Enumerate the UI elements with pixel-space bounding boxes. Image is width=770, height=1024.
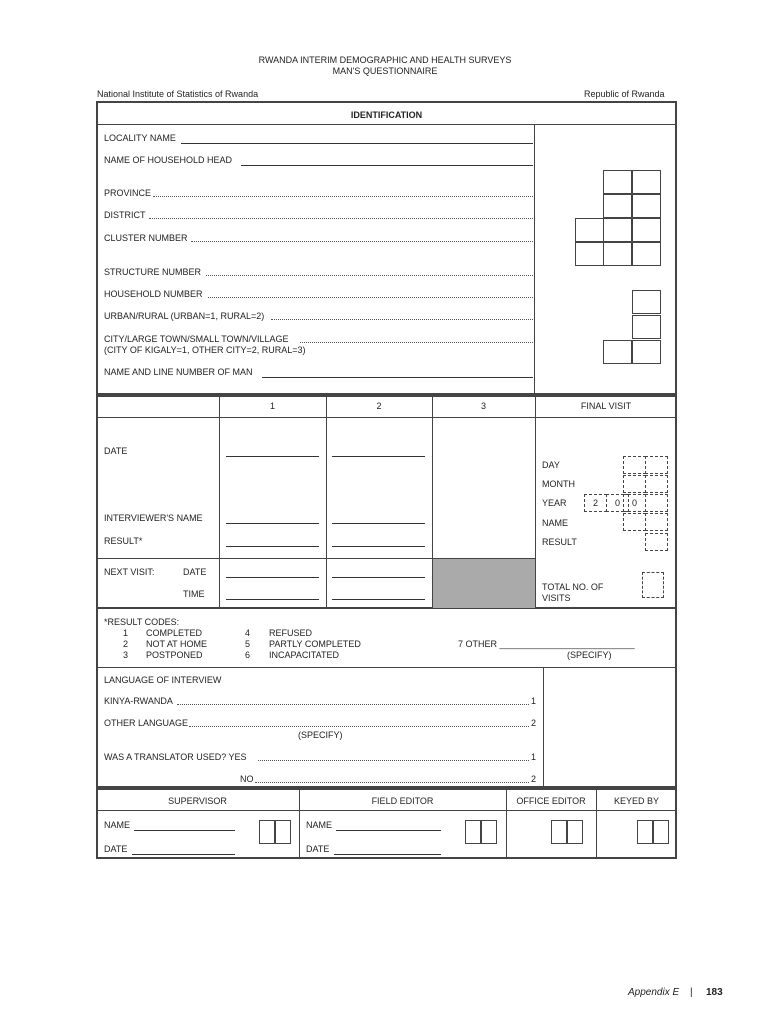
total-visits-box[interactable] [642,572,664,598]
final-result-box[interactable] [645,533,668,551]
code-5-label: PARTLY COMPLETED [269,639,361,649]
code-2-label: NOT AT HOME [146,639,208,649]
district-box-2[interactable] [632,194,661,218]
identification-heading: IDENTIFICATION [350,110,423,120]
final-result-label: RESULT [542,537,577,547]
supervisor-name-field[interactable] [134,830,235,831]
year-box-1[interactable] [584,494,607,512]
visit-1-next-time[interactable] [226,599,319,600]
man-name-field[interactable] [262,377,533,378]
code-4-label: REFUSED [269,628,313,638]
office-editor-box-2[interactable] [567,820,583,844]
day-box-2[interactable] [645,456,668,474]
supervisor-date-field[interactable] [132,854,235,855]
man-line-box-1[interactable] [603,340,632,364]
visit-2-interviewer[interactable] [332,523,425,524]
translator-yes-leader [258,760,529,761]
keyed-by-heading: KEYED BY [613,796,660,806]
translator-label: WAS A TRANSLATOR USED? YES [104,752,247,762]
code-3-label: POSTPONED [146,650,203,660]
final-visit-heading: FINAL VISIT [580,401,632,411]
final-name-label: NAME [542,518,569,528]
code-7-specify: (SPECIFY) [567,650,612,660]
other-language-leader [189,726,529,727]
date-label: DATE [104,446,128,456]
month-box-2[interactable] [645,475,668,493]
visit-1-result[interactable] [226,546,319,547]
kinya-leader [177,704,529,705]
editor-date-label: DATE [306,844,330,854]
visit-1-heading: 1 [269,401,275,411]
field-editor-heading: FIELD EDITOR [371,796,434,806]
kinya-label: KINYA-RWANDA [104,696,173,706]
supervisor-date-label: DATE [104,844,128,854]
month-label: MONTH [542,479,575,489]
total-visits-label: TOTAL NO. OF [542,582,604,592]
keyed-by-box-1[interactable] [637,820,653,844]
man-name-label: NAME AND LINE NUMBER OF MAN [104,367,253,377]
editor-name-label: NAME [306,820,333,830]
household-number-label: HOUSEHOLD NUMBER [104,289,203,299]
page-separator: | [690,987,693,998]
interviewer-code-box-1[interactable] [623,513,646,531]
cluster-field[interactable] [191,241,533,242]
man-line-box-2[interactable] [632,340,661,364]
year-digit-1: 2 [592,498,598,508]
province-box-2[interactable] [632,170,661,194]
household-number-field[interactable] [208,297,533,298]
appendix-label: Appendix E [628,987,680,998]
cluster-box-3[interactable] [632,218,661,242]
day-label: DAY [542,460,560,470]
translator-yes-code[interactable]: 1 [531,752,537,762]
structure-label: STRUCTURE NUMBER [104,267,202,277]
interviewer-label: INTERVIEWER'S NAME [104,513,203,523]
code-5-num: 5 [245,639,251,649]
visit-1-interviewer[interactable] [226,523,319,524]
structure-box-1[interactable] [575,242,604,266]
code-3-num: 3 [123,650,129,660]
result-codes-heading: *RESULT CODES: [104,617,180,627]
keyed-by-box-2[interactable] [653,820,669,844]
kinya-code[interactable]: 1 [531,696,537,706]
district-box-1[interactable] [603,194,632,218]
visit-2-date[interactable] [332,456,425,457]
code-1-label: COMPLETED [146,628,203,638]
structure-field[interactable] [206,275,533,276]
district-field[interactable] [149,218,533,219]
supervisor-code-box-2[interactable] [275,820,291,844]
next-time-label: TIME [183,589,205,599]
year-box-3[interactable] [623,494,646,512]
code-1-num: 1 [123,628,129,638]
visit-1-date[interactable] [226,456,319,457]
year-label: YEAR [542,498,567,508]
translator-no-label: NO [240,774,254,784]
visit-2-next-date[interactable] [332,577,425,578]
office-editor-box-1[interactable] [551,820,567,844]
cluster-label: CLUSTER NUMBER [104,233,188,243]
structure-box-2[interactable] [603,242,632,266]
code-6-label: INCAPACITATED [269,650,340,660]
visit-3-next-shaded [433,559,535,608]
editor-date-field[interactable] [334,854,441,855]
visit-3-heading: 3 [480,401,486,411]
office-editor-heading: OFFICE EDITOR [516,796,586,806]
translator-no-leader [255,782,529,783]
result-label: RESULT* [104,536,143,546]
institute-name: National Institute of Statistics of Rwanda [97,89,259,99]
urban-rural-box[interactable] [632,315,661,339]
city-label: CITY/LARGE TOWN/SMALL TOWN/VILLAGE [104,334,289,344]
locality-label: LOCALITY NAME [104,133,176,143]
visit-2-result[interactable] [332,546,425,547]
structure-box-3[interactable] [632,242,661,266]
cluster-box-1[interactable] [575,218,604,242]
household-box[interactable] [632,290,661,314]
supervisor-heading: SUPERVISOR [168,796,227,806]
district-label: DISTRICT [104,210,146,220]
translator-no-code[interactable]: 2 [531,774,537,784]
visit-1-next-date[interactable] [226,577,319,578]
urban-rural-field[interactable] [271,319,533,320]
year-digit-3: 0 [631,498,637,508]
day-box-1[interactable] [623,456,646,474]
visit-2-next-time[interactable] [332,599,425,600]
locality-field[interactable] [181,143,533,144]
province-box-1[interactable] [603,170,632,194]
page-number: 183 [706,987,723,998]
month-box-1[interactable] [623,475,646,493]
household-head-label: NAME OF HOUSEHOLD HEAD [104,155,233,165]
survey-title: RWANDA INTERIM DEMOGRAPHIC AND HEALTH SURVEYS [258,55,512,65]
total-visits-label-2: VISITS [542,593,571,603]
year-box-4[interactable] [645,494,668,512]
year-digit-2: 0 [614,498,620,508]
city-field[interactable] [300,342,533,343]
language-heading: LANGUAGE OF INTERVIEW [104,675,222,685]
supervisor-name-label: NAME [104,820,131,830]
cluster-box-2[interactable] [603,218,632,242]
household-head-field[interactable] [241,165,533,166]
other-language-code[interactable]: 2 [531,718,537,728]
country-name: Republic of Rwanda [584,89,665,99]
code-7-other: 7 OTHER ___________________________ [458,639,635,649]
editor-code-box-1[interactable] [465,820,481,844]
other-language-label: OTHER LANGUAGE [104,718,189,728]
questionnaire-title: MAN'S QUESTIONNAIRE [332,66,438,76]
urban-rural-label: URBAN/RURAL (URBAN=1, RURAL=2) [104,311,265,321]
province-label: PROVINCE [104,188,152,198]
code-6-num: 6 [245,650,251,660]
other-language-specify: (SPECIFY) [298,730,343,740]
supervisor-code-box-1[interactable] [259,820,275,844]
next-date-label: DATE [183,567,207,577]
editor-code-box-2[interactable] [481,820,497,844]
province-field[interactable] [153,196,533,197]
code-4-num: 4 [245,628,251,638]
city-codes-label: (CITY OF KIGALY=1, OTHER CITY=2, RURAL=3) [104,345,306,355]
code-2-num: 2 [123,639,129,649]
interviewer-code-box-2[interactable] [645,513,668,531]
next-visit-label: NEXT VISIT: [104,567,155,577]
visit-2-heading: 2 [376,401,382,411]
editor-name-field[interactable] [336,830,441,831]
